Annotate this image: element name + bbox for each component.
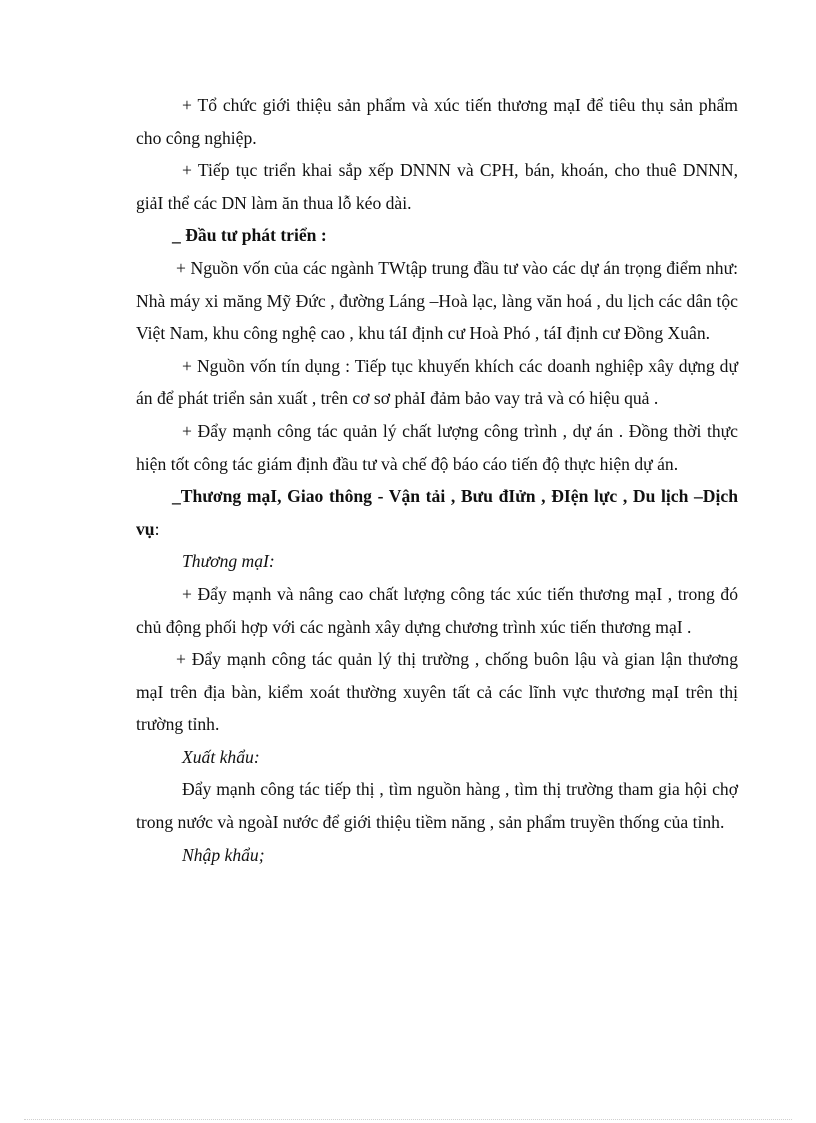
heading-investment-development: _ Đầu tư phát triển : <box>172 225 327 246</box>
paragraph-market-management: + Đẩy mạnh công tác quản lý thị trường , chống buôn lậu và gian lận thương mạI trên địa bàn, kiểm xoát thường xuyên tất cả các lĩnh vực thương mạI trên thị trường tỉnh. <box>136 649 738 735</box>
page-bottom-divider <box>24 1119 792 1120</box>
subheading-trade: Thương mạI: <box>182 551 275 572</box>
paragraph-quality-management: + Đẩy mạnh công tác quản lý chất lượng công trình , dự án . Đồng thời thực hiện tốt công tác giám định đầu tư và chế độ báo cáo tiến độ thực hiện dự án. <box>136 420 738 474</box>
paragraph-credit-capital: + Nguồn vốn tín dụng : Tiếp tục khuyến khích các doanh nghiệp xây dựng dự án để phát triển sản xuất , trên cơ sơ phảI đảm bảo vay trả và có hiệu quả . <box>136 355 738 409</box>
subheading-import: Nhập khẩu; <box>182 844 265 865</box>
paragraph-soe-restructuring: + Tiếp tục triển khai sắp xếp DNNN và CPH, bán, khoán, cho thuê DNNN, giảI thể các DN làm ăn thua lỗ kéo dài. <box>136 160 738 213</box>
heading-trade-transport-services-colon: : <box>154 518 160 539</box>
paragraph-industrial-promotion: + Tổ chức giới thiệu sản phẩm và xúc tiến thương mạI để tiêu thụ sản phẩm cho công nghiệp. <box>136 95 738 148</box>
heading-trade-transport-services <box>136 480 738 545</box>
heading-trade-transport-services-text: _Thương mạI, Giao thông - Vận tải , Bưu đIửn , ĐIện lực , Du lịch –Dịch vụ <box>136 486 738 539</box>
paragraph-central-capital: + Nguồn vốn của các ngành TWtập trung đầu tư vào các dự án trọng điểm như: Nhà máy xi măng Mỹ Đức , đường Láng –Hoà lạc, làng văn hoá , du lịch các dân tộc Việt Nam, khu công nghệ cao , khu táI định cư Hoà Phó , táI định cư Đồng Xuân. <box>136 257 738 344</box>
document-body <box>136 89 738 871</box>
paragraph-trade-promotion: + Đẩy mạnh và nâng cao chất lượng công tác xúc tiến thương mạI , trong đó chủ động phối hợp với các ngành xây dựng chương trình xúc tiến thương mạI . <box>136 583 738 637</box>
subheading-export: Xuất khẩu: <box>182 746 260 767</box>
paragraph-export-marketing: Đẩy mạnh công tác tiếp thị , tìm nguồn hàng , tìm thị trường tham gia hội chợ trong nước và ngoàI nước để giới thiệu tiềm năng , sản phẩm truyền thống của tỉnh. <box>136 779 738 833</box>
